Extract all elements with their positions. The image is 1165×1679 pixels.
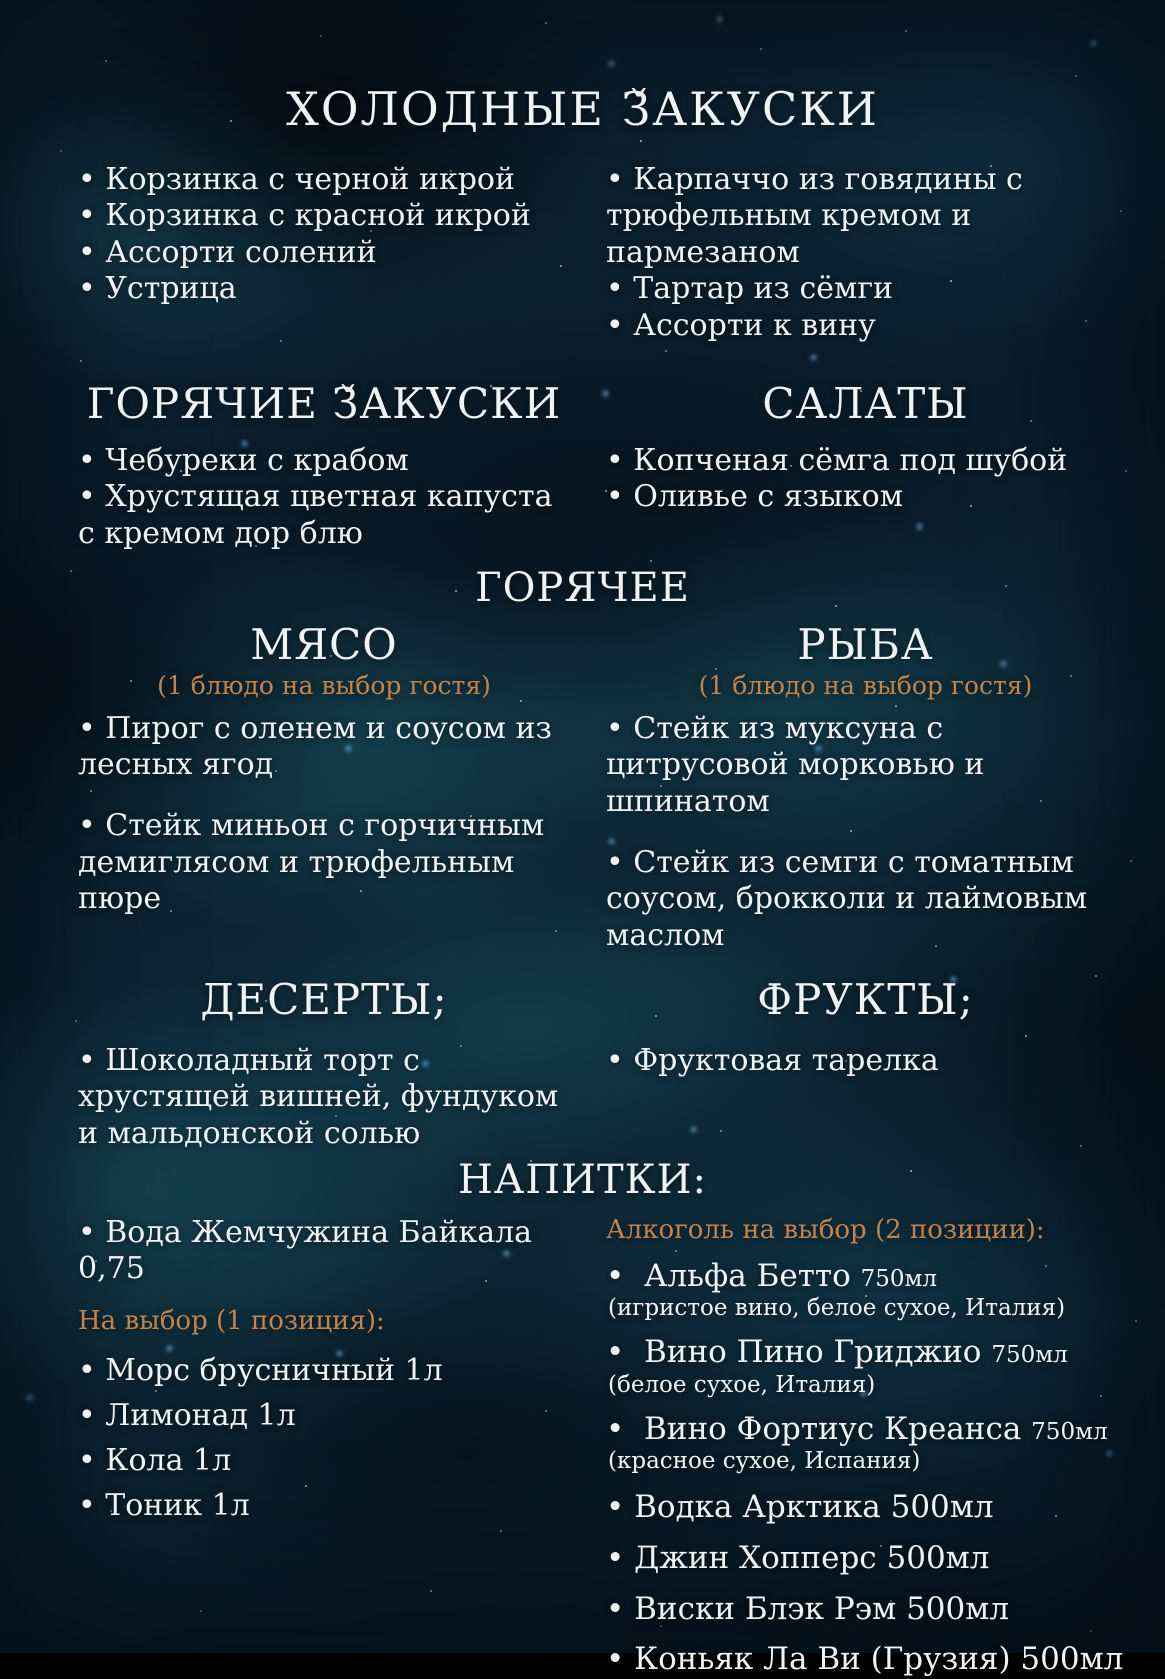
section-title-desserts: ДЕСЕРТЫ; — [78, 976, 570, 1024]
section-title-cold-appetizers: ХОЛОДНЫЕ З̌АКУСКИ — [0, 0, 1165, 136]
menu-item: • Устрица — [78, 271, 570, 308]
hot-appetizers-list — [78, 443, 570, 553]
menu-item: • Корзинка с красной икрой — [78, 198, 570, 235]
menu-item: • Копченая сёмга под шубой — [606, 443, 1125, 480]
menu-item: • Шоколадный торт с хрустящей вишней, фундуком и мальдонской солью — [78, 1043, 570, 1153]
section-title-fish: РЫБА — [606, 621, 1125, 669]
fish-list — [606, 711, 1125, 955]
menu-item: • Хрустящая цветная капуста с кремом дор блю — [78, 479, 570, 552]
cold-appetizers-section — [0, 162, 1165, 345]
cold-appetizers-left-list — [78, 162, 570, 345]
wine-detail: (красное сухое, Испания) — [608, 1448, 1125, 1476]
menu-item: • Ассорти солений — [78, 235, 570, 272]
wine-item — [606, 1258, 1125, 1323]
meat-choice-note: (1 блюдо на выбор гостя) — [78, 671, 570, 701]
wine-volume: 750мл — [861, 1266, 937, 1292]
cold-appetizers-right-list — [606, 162, 1125, 345]
menu-item: • Тартар из сёмги — [606, 271, 1125, 308]
desserts-list — [78, 1043, 570, 1153]
menu-item: • Корзинка с черной икрой — [78, 162, 570, 199]
menu-item: • Оливье с языком — [606, 479, 1125, 516]
menu-item: • Фруктовая тарелка — [606, 1043, 1125, 1080]
wine-name: Вино Пино Гриджио — [644, 1334, 981, 1370]
menu-item: • Стейк из муксуна с цитрусовой морковью и шпинатом — [606, 711, 1125, 821]
menu-item: • Карпаччо из говядины с трюфельным кремом и пармезаном — [606, 162, 1125, 272]
menu-item: • Коньяк Ла Ви (Грузия) 500мл — [606, 1640, 1125, 1679]
wine-volume: 750мл — [991, 1342, 1067, 1368]
dessert-headers-row — [0, 976, 1165, 1024]
wine-detail: (белое сухое, Италия) — [608, 1372, 1125, 1400]
menu-item: • Лимонад 1л — [78, 1396, 570, 1435]
menu-item: • Стейк из семги с томатным соусом, брокколи и лаймовым маслом — [606, 845, 1125, 955]
wine-name: Вино Фортиус Креанса — [644, 1411, 1021, 1447]
menu-item: • Виски Блэк Рэм 500мл — [606, 1590, 1125, 1629]
soft-drinks-column — [78, 1215, 570, 1679]
menu-item: • Стейк миньон с горчичным демиглясом и трюфельным пюре — [78, 808, 570, 918]
menu-item: • Водка Арктика 500мл — [606, 1488, 1125, 1527]
menu-item: • Морс брусничный 1л — [78, 1351, 570, 1390]
fruits-list — [606, 1043, 1125, 1153]
second-items-row — [0, 443, 1165, 553]
spirits-list — [606, 1488, 1125, 1679]
fish-choice-note: (1 блюдо на выбор гостя) — [606, 671, 1125, 701]
water-list — [78, 1215, 570, 1288]
menu-item: • Джин Хопперс 500мл — [606, 1539, 1125, 1578]
section-title-hot-appetizers: ГОРЯЧИЕ З̌АКУСКИ — [78, 380, 570, 428]
wine-detail: (игристое вино, белое сухое, Италия) — [608, 1295, 1125, 1323]
meat-list — [78, 711, 570, 918]
wine-volume: 750мл — [1031, 1419, 1107, 1445]
mains-section — [0, 621, 1165, 955]
wine-item — [606, 1334, 1125, 1399]
menu-item: • Чебуреки с крабом — [78, 443, 570, 480]
section-title-mains: ГОРЯЧЕЕ — [0, 565, 1165, 611]
section-title-drinks: НАПИТКИ: — [0, 1157, 1165, 1203]
alcohol-column — [606, 1215, 1125, 1679]
salads-list — [606, 443, 1125, 553]
menu-item: • Вода Жемчужина Байкала 0,75 — [78, 1215, 570, 1288]
menu-item: • Ассорти к вину — [606, 308, 1125, 345]
meat-column — [78, 621, 570, 955]
soft-choice-note: На выбор (1 позиция): — [78, 1306, 570, 1337]
section-title-fruits: ФРУКТЫ; — [606, 976, 1125, 1024]
menu-item: • Пирог с оленем и соусом из лесных ягод — [78, 711, 570, 784]
wine-name: Альфа Бетто — [644, 1258, 851, 1294]
soft-drinks-list — [78, 1351, 570, 1525]
menu-item: • Тоник 1л — [78, 1486, 570, 1525]
drinks-section — [0, 1215, 1165, 1679]
menu-item: • Кола 1л — [78, 1441, 570, 1480]
fish-column — [606, 621, 1125, 955]
alcohol-choice-note: Алкоголь на выбор (2 позиции): — [606, 1215, 1125, 1246]
section-title-meat: МЯСО — [78, 621, 570, 669]
wine-item — [606, 1411, 1125, 1476]
dessert-items-row — [0, 1043, 1165, 1153]
second-headers-row — [0, 380, 1165, 428]
section-title-salads: САЛАТЫ — [606, 380, 1125, 428]
